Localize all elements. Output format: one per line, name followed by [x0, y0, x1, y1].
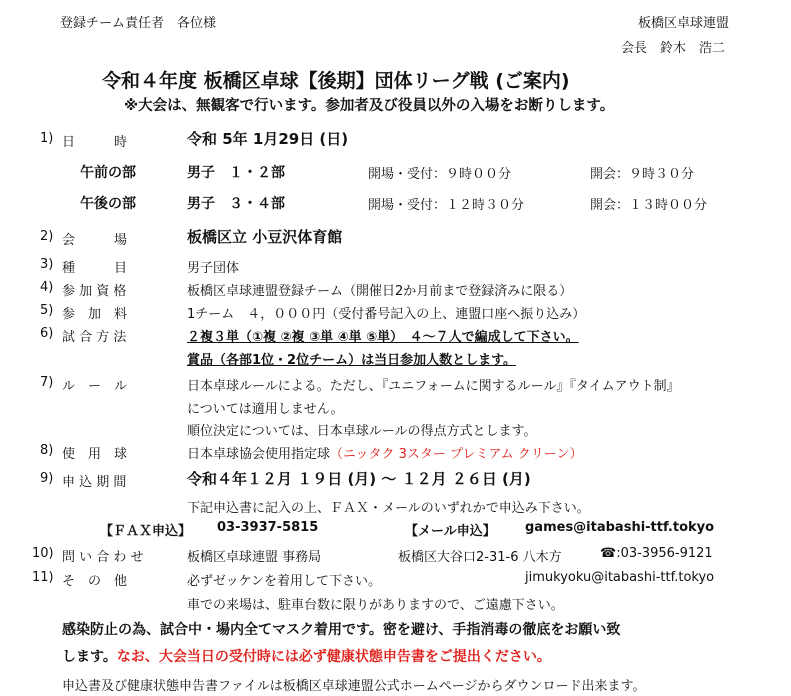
eligibility-value: 板橋区卓球連盟登録チーム（開催日2か月前まで登録済みに限る） [187, 284, 573, 299]
venue-name: 板橋区立 小豆沢体育館 [187, 228, 343, 246]
office-email[interactable]: jimukyoku@itabashi-ttf.tokyo [525, 570, 715, 585]
ball-brand: （ニッタク 3スター プレミアム クリーン） [330, 447, 583, 462]
item-number-rules: 7) [40, 375, 54, 390]
item-number-other: 11) [32, 570, 54, 585]
afternoon-session-label: 午後の部 [80, 196, 136, 212]
other-line-2: 車での来場は、駐車台数に限りがありますので、ご遠慮下さい。 [187, 598, 564, 613]
download-note: 申込書及び健康状態申告書ファイルは板橋区卓球連盟公式ホームページからダウンロード出来ます。 [62, 679, 646, 694]
health-form-notice: なお、大会当日の受付時には必ず健康状態申告書をご提出ください。 [116, 649, 551, 665]
event-value: 男子団体 [187, 261, 240, 276]
application-period: 令和４年１２月 １９日 (月) ～ １２月 ２６日 (月) [187, 470, 531, 488]
rules-line-3: 順位決定については、日本卓球ルールの得点方式とします。 [187, 424, 537, 439]
item-label-ball: 使 用 球 [62, 447, 128, 462]
afternoon-opening: 開会：１３時００分 [590, 198, 708, 213]
item-label-venue: 会 場 [62, 233, 128, 248]
item-number-venue: 2) [40, 229, 54, 244]
other-line-1: 必ずゼッケンを着用して下さい。 [187, 574, 381, 589]
fax-label: 【ＦＡＸ申込】 [100, 524, 192, 539]
organization-name: 板橋区卓球連盟 [638, 16, 730, 31]
item-label-format: 試 合 方 法 [62, 330, 127, 345]
contact-address: 板橋区大谷口2-31-6 八木方 [398, 550, 562, 565]
item-number-fee: 5) [40, 303, 54, 318]
rules-line-1: 日本卓球ルールによる。ただし、『ユニフォームに関するルール』『タイムアウト制』 [187, 379, 680, 394]
item-label-date: 日 時 [62, 135, 128, 150]
item-label-other: そ の 他 [62, 574, 128, 589]
mask-notice-line-2 [62, 646, 551, 666]
mail-label: 【メール申込】 [405, 524, 496, 539]
president-name: 会長 鈴木 浩二 [621, 41, 726, 56]
page-title: 令和４年度 板橋区卓球【後期】団体リーグ戦 (ご案内) [102, 70, 570, 92]
item-label-contact: 問 い 合 わ せ [62, 550, 144, 565]
recipient-line: 登録チーム責任者 各位様 [60, 16, 217, 31]
fee-value: 1チーム ４，０００円（受付番号記入の上、連盟口座へ振り込み） [187, 307, 586, 322]
event-date: 令和 5年 1月29日 (日) [187, 130, 349, 148]
notice-line: ※大会は、無観客で行います。参加者及び役員以外の入場をお断りします。 [124, 98, 615, 114]
item-label-fee: 参 加 料 [62, 307, 128, 322]
morning-division: 男子 １・２部 [187, 165, 285, 181]
format-value: ２複３単（①複 ②複 ③単 ④単 ⑤単） ４～７人で編成して下さい。 [187, 330, 579, 345]
mail-address[interactable]: games@itabashi-ttf.tokyo [525, 520, 715, 535]
item-number-date: 1) [40, 131, 54, 146]
item-number-ball: 8) [40, 443, 54, 458]
morning-reception: 開場・受付：９時００分 [368, 167, 512, 182]
morning-opening: 開会：９時３０分 [590, 167, 695, 182]
item-number-contact: 10) [32, 546, 54, 561]
item-label-rules: ル ー ル [62, 379, 128, 394]
item-label-eligibility: 参 加 資 格 [62, 284, 127, 299]
item-label-event: 種 目 [62, 261, 128, 276]
item-number-eligibility: 4) [40, 280, 54, 295]
contact-phone: ☎:03-3956-9121 [600, 546, 713, 561]
afternoon-reception: 開場・受付：１２時３０分 [368, 198, 525, 213]
fax-number: 03-3937-5815 [217, 520, 319, 535]
item-number-period: 9) [40, 471, 54, 486]
ball-value [187, 443, 582, 462]
ball-spec: 日本卓球協会使用指定球 [187, 447, 331, 462]
mask-notice-line-1: 感染防止の為、試合中・場内全てマスク着用です。密を避け、手指消毒の徹底をお願い致 [62, 622, 621, 638]
prize-note: 賞品（各部1位・2位チーム）は当日参加人数とします。 [187, 353, 517, 368]
contact-office: 板橋区卓球連盟 事務局 [187, 550, 322, 565]
afternoon-division: 男子 ３・４部 [187, 196, 285, 212]
morning-session-label: 午前の部 [80, 165, 136, 181]
rules-line-2: については適用しません。 [187, 402, 344, 417]
item-number-event: 3) [40, 257, 54, 272]
application-note: 下記申込書に記入の上、ＦＡＸ・メールのいずれかで申込み下さい。 [187, 501, 590, 516]
item-label-period: 申 込 期 間 [62, 475, 127, 490]
mask-notice-end: します。 [62, 649, 117, 665]
item-number-format: 6) [40, 326, 54, 341]
